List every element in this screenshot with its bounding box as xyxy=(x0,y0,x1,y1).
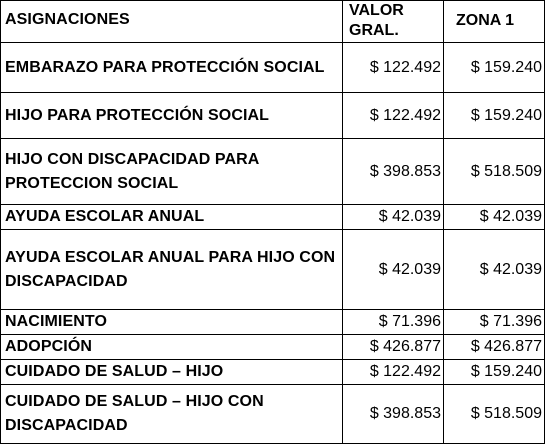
table-row xyxy=(1,335,545,360)
row-zona: $ 42.039 xyxy=(444,205,545,230)
row-name: AYUDA ESCOLAR ANUAL PARA HIJO CON DISCAPACIDAD xyxy=(1,230,343,310)
table-row xyxy=(1,310,545,335)
row-zona: $ 518.509 xyxy=(444,385,545,444)
table-row xyxy=(1,385,545,444)
header-row xyxy=(1,1,545,43)
header-valor-line1: VALOR xyxy=(349,2,404,19)
row-valor: $ 398.853 xyxy=(343,385,444,444)
row-valor: $ 42.039 xyxy=(343,230,444,310)
row-zona: $ 426.877 xyxy=(444,335,545,360)
row-zona: $ 159.240 xyxy=(444,93,545,139)
row-valor: $ 426.877 xyxy=(343,335,444,360)
table-row xyxy=(1,93,545,139)
row-name: HIJO PARA PROTECCIÓN SOCIAL xyxy=(1,93,343,139)
row-zona: $ 518.509 xyxy=(444,139,545,205)
row-valor: $ 122.492 xyxy=(343,43,444,93)
table-row xyxy=(1,360,545,385)
row-zona: $ 71.396 xyxy=(444,310,545,335)
header-valor-gral xyxy=(343,1,444,43)
row-name: HIJO CON DISCAPACIDAD PARA PROTECCION SOCIAL xyxy=(1,139,343,205)
row-valor: $ 122.492 xyxy=(343,360,444,385)
header-valor-line2: GRAL. xyxy=(349,22,399,39)
row-name: CUIDADO DE SALUD – HIJO CON DISCAPACIDAD xyxy=(1,385,343,444)
header-zona-1: ZONA 1 xyxy=(444,1,545,43)
row-name: AYUDA ESCOLAR ANUAL xyxy=(1,205,343,230)
row-name: EMBARAZO PARA PROTECCIÓN SOCIAL xyxy=(1,43,343,93)
row-valor: $ 42.039 xyxy=(343,205,444,230)
row-zona: $ 42.039 xyxy=(444,230,545,310)
row-name: NACIMIENTO xyxy=(1,310,343,335)
row-name: ADOPCIÓN xyxy=(1,335,343,360)
row-zona: $ 159.240 xyxy=(444,360,545,385)
table-row xyxy=(1,139,545,205)
row-name: CUIDADO DE SALUD – HIJO xyxy=(1,360,343,385)
table-row xyxy=(1,43,545,93)
table-row xyxy=(1,230,545,310)
row-zona: $ 159.240 xyxy=(444,43,545,93)
table-row xyxy=(1,205,545,230)
header-asignaciones: ASIGNACIONES xyxy=(1,1,343,43)
row-valor: $ 398.853 xyxy=(343,139,444,205)
row-valor: $ 122.492 xyxy=(343,93,444,139)
row-valor: $ 71.396 xyxy=(343,310,444,335)
